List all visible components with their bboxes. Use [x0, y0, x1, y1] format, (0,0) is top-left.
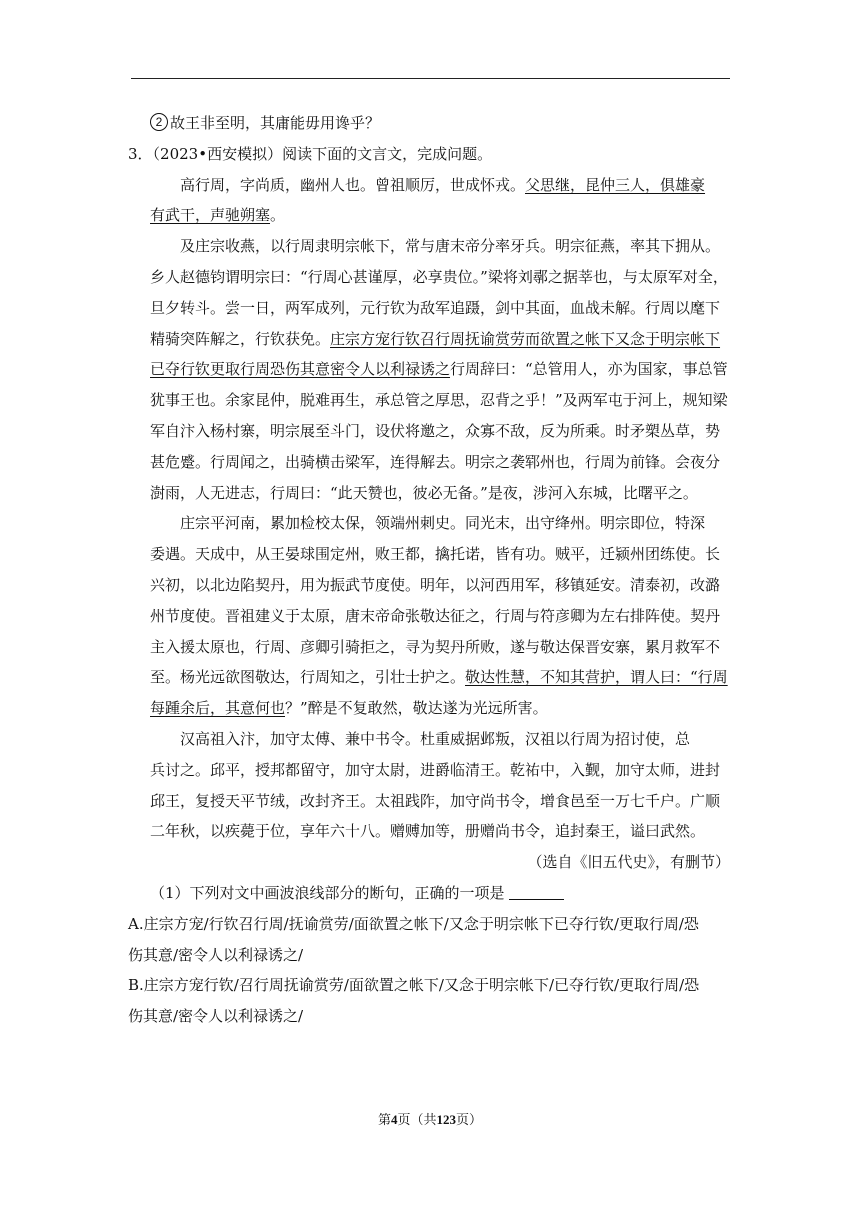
line-text: 乡人赵德钧谓明宗曰：“行周心甚谨厚，必享贵位。”梁将刘鄩之据莘也，与太原军对全，: [150, 267, 728, 286]
paragraph-3-line-2: [150, 539, 730, 570]
line-text: 至。杨光远欲图敬达，行周知之，引壮士护之。: [150, 668, 466, 687]
line-text: B.庄宗方宠行钦/召行周抚谕赏劳/面欲置之帐下/又念于明宗帐下/已夺行钦/更取行周/恐: [128, 976, 700, 995]
paragraph-2-line-9: [150, 478, 730, 509]
paragraph-2-line-8: [150, 447, 730, 478]
line-text: 二年秋，以疾薨于位，享年六十八。赠赙加等，册赠尚书令，追封秦王，谥曰武然。: [150, 822, 706, 841]
paragraph-2-line-1: [150, 231, 730, 262]
paragraph-4-line-1: [150, 724, 730, 755]
option-a-line-1: [128, 909, 730, 940]
paragraph-3-line-3: [150, 570, 730, 601]
paragraph-1-line-1: [150, 170, 730, 201]
underlined-text: 有武干，声驰朔塞: [150, 206, 271, 225]
underlined-text: 庄宗方宠行钦召行周抚谕赏劳而欲置之帐下又念于明宗帐下: [330, 329, 721, 348]
line-text: 行周辞曰：“总管用人，亦为国家，事总管: [450, 360, 728, 379]
header-rule: [131, 78, 730, 79]
line-text: （选自《旧五代史》，有删节）: [527, 853, 730, 872]
answer-blank[interactable]: [509, 885, 564, 900]
circle-number-2: 2: [150, 113, 168, 131]
option-a-line-2: [128, 940, 730, 971]
line-text: ？”醉是不复敢然，敬达遂为光远所害。: [285, 699, 548, 718]
subquestion-1: [150, 878, 730, 909]
option-b-line-1: [128, 970, 730, 1001]
line-text: 甚危蹙。行周闻之，出骑横击梁军，连得解去。明宗之袭郓州也，行周为前锋。会夜分: [150, 452, 721, 471]
line-text: 兵讨之。邱平，授邦都留守，加守太尉，进爵临清王。乾祐中，入觐，加守太师，进封: [150, 760, 721, 779]
underlined-text: 敬达性慧，不知其营护，谓人曰：“行周: [465, 668, 728, 687]
total-page-number: 123: [436, 1112, 456, 1127]
line-text: （1）下列对文中画波浪线部分的断句，正确的一项是: [150, 883, 505, 902]
line-text: 庄宗平河南，累加检校太保，领端州刺史。同光末，出守绛州。明宗即位，特深: [180, 514, 706, 533]
paragraph-1-line-2: [150, 200, 730, 231]
paragraph-2-line-2: [150, 262, 730, 293]
line-text: 及庄宗收燕，以行周隶明宗帐下，常与唐末帝分率牙兵。明宗征燕，率其下拥从。: [180, 237, 721, 256]
line-text: 州节度使。晋祖建义于太原，唐末帝命张敬达征之，行周与符彦卿为左右排阵使。契丹: [150, 606, 721, 625]
line-text: 精骑突阵解之，行钦获免。: [150, 329, 331, 348]
paragraph-2-line-4: [150, 324, 730, 355]
line-text: 伤其意/密令人以利禄诱之/: [128, 1007, 304, 1026]
paragraph-2-line-6: [150, 385, 730, 416]
line-text: 。: [270, 206, 286, 225]
underlined-text: 每踵余后，其意何也: [150, 699, 286, 718]
paragraph-3-line-1: [150, 508, 730, 539]
line-prev-question: [150, 108, 730, 139]
current-page-number: 4: [390, 1112, 398, 1127]
line-text: 伤其意/密令人以利禄诱之/: [128, 945, 304, 964]
paragraph-3-line-6: [150, 662, 730, 693]
paragraph-4-line-3: [150, 786, 730, 817]
option-b-line-2: [128, 1001, 730, 1032]
footer-suffix: 页）: [456, 1112, 483, 1127]
paragraph-3-line-5: [150, 632, 730, 663]
question-3-heading: [128, 139, 730, 170]
line-text: 故王非至明，其庸能毋用谗乎？: [170, 114, 381, 132]
line-text: 旦夕转斗。尝一日，两军成列，元行钦为敌军追蹑，剑中其面，血战未解。行周以麾下: [150, 298, 721, 317]
paragraph-4-line-2: [150, 755, 730, 786]
paragraph-2-line-5: [150, 354, 730, 385]
line-text: 汉高祖入汴，加守太傅、兼中书令。杜重威据邺叛，汉祖以行周为招讨使，总: [180, 729, 691, 748]
line-text: 委遇。天成中，从王晏球围定州，败王都，擒托诺，皆有功。贼平，迁颍州团练使。长: [150, 545, 721, 564]
page-footer: [0, 1110, 860, 1130]
paragraph-4-line-4: [150, 816, 730, 847]
line-text: 高行周，字尚质，幽州人也。曾祖顺厉，世成怀戎。: [180, 175, 526, 194]
paragraph-3-line-4: [150, 601, 730, 632]
line-text: A.庄宗方宠/行钦召行周/抚谕赏劳/面欲置之帐下/又念于明宗帐下已夺行钦/更取行周/恐: [128, 914, 699, 933]
footer-prefix: 第: [377, 1112, 391, 1127]
line-text: 澍雨，人无进志，行周曰：“此天赞也，彼必无备。”是夜，涉河入东城，比曙平之。: [150, 483, 698, 502]
paragraph-2-line-3: [150, 293, 730, 324]
document-content: [128, 108, 730, 1032]
source-citation: [150, 847, 730, 878]
paragraph-2-line-7: [150, 416, 730, 447]
line-text: 军自汴入杨村寨，明宗展至斗门，设伏将邀之，众寡不敌，反为所乘。时矛槊丛草，势: [150, 421, 721, 440]
footer-middle: 页（共: [397, 1112, 437, 1127]
line-text: 3．（2023•西安模拟）阅读下面的文言文，完成问题。: [128, 144, 493, 163]
underlined-text: 已夺行钦更取行周恐伤其意密令人以利禄诱之: [150, 360, 451, 379]
paragraph-3-line-7: [150, 693, 730, 724]
underlined-text: 父思继，昆仲三人，俱雄豪: [525, 175, 706, 194]
line-text: 主入援太原也，行周、彦卿引骑拒之，寻为契丹所败，遂与敬达保晋安寨，累月救军不: [150, 637, 721, 656]
line-text: 邱王，复授天平节绒，改封齐王。太祖践阼，加守尚书令，增食邑至一万七千户。广顺: [150, 791, 721, 810]
line-text: 犹事王也。余家昆仲，脱难再生，承总管之厚思，忍背之乎！”及两军屯于河上，规知梁: [150, 391, 728, 410]
line-text: 兴初，以北边陷契丹，用为振武节度使。明年，以河西用军，移镇延安。清泰初，改潞: [150, 575, 721, 594]
